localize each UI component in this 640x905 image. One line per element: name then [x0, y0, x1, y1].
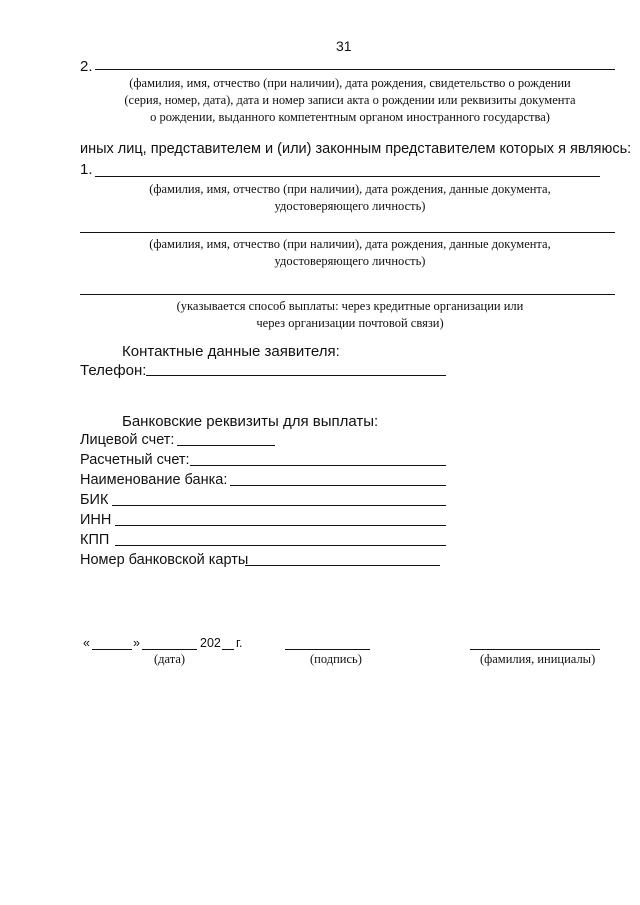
item1-caption-line: (фамилия, имя, отчество (при наличии), дата рождения, данные документа,	[149, 182, 551, 196]
item2-caption-line: (серия, номер, дата), дата и номер записи акта о рождении или реквизиты документа	[124, 93, 576, 107]
item1-input-line[interactable]	[95, 176, 600, 177]
card-number-label: Номер банковской карты	[80, 552, 249, 568]
item-next-caption-line: (фамилия, имя, отчество (при наличии), дата рождения, данные документа,	[149, 237, 551, 251]
card-number-input-line[interactable]	[245, 565, 440, 566]
bank-heading: Банковские реквизиты для выплаты:	[122, 413, 379, 430]
payment-method-caption-line: (указывается способ выплаты: через кредитные организации или	[176, 299, 524, 313]
date-quote-close: »	[133, 636, 140, 650]
date-day-input-line[interactable]	[92, 649, 132, 650]
kpp-label: КПП	[80, 532, 110, 548]
signature-caption: (подпись)	[310, 652, 362, 666]
date-caption: (дата)	[154, 652, 186, 666]
bik-input-line[interactable]	[112, 505, 446, 506]
item2-caption-line: (фамилия, имя, отчество (при наличии), дата рождения, свидетельство о рождении	[129, 76, 571, 90]
others-heading: иных лиц, представителем и (или) законным представителем которых я являюсь:	[80, 141, 632, 157]
phone-input-line[interactable]	[146, 375, 446, 376]
bik-label: БИК	[80, 492, 109, 508]
inn-label: ИНН	[80, 512, 112, 528]
item1-number: 1.	[80, 161, 93, 178]
name-initials-input-line[interactable]	[470, 649, 600, 650]
date-month-input-line[interactable]	[142, 649, 197, 650]
payment-method-caption-line: через организации почтовой связи)	[256, 316, 444, 330]
personal-account-input-line[interactable]	[177, 445, 275, 446]
contacts-heading: Контактные данные заявителя:	[122, 343, 340, 360]
settlement-account-label: Расчетный счет:	[80, 452, 190, 468]
settlement-account-input-line[interactable]	[190, 465, 446, 466]
date-year-suffix: г.	[236, 636, 243, 650]
item-next-caption	[80, 236, 620, 270]
item1-caption-line: удостоверяющего личность)	[274, 199, 426, 213]
item2-caption	[80, 75, 620, 126]
inn-input-line[interactable]	[115, 525, 446, 526]
item2-caption-line: о рождении, выданного компетентным органом иностранного государства)	[150, 110, 550, 124]
kpp-input-line[interactable]	[115, 545, 446, 546]
signature-input-line[interactable]	[285, 649, 370, 650]
page-number: 31	[336, 38, 352, 54]
personal-account-label: Лицевой счет:	[80, 432, 175, 448]
phone-label: Телефон:	[80, 362, 147, 379]
date-quote-open: «	[83, 636, 90, 650]
payment-method-caption	[80, 298, 620, 332]
bank-name-input-line[interactable]	[230, 485, 446, 486]
item-next-caption-line: удостоверяющего личность)	[274, 254, 426, 268]
date-year-input-line[interactable]	[222, 649, 234, 650]
item1-caption	[80, 181, 620, 215]
item2-number: 2.	[80, 58, 93, 75]
item2-input-line[interactable]	[95, 69, 615, 70]
date-year-prefix: 202	[200, 636, 221, 650]
bank-name-label: Наименование банка:	[80, 472, 228, 488]
item-next-input-line[interactable]	[80, 232, 615, 233]
name-initials-caption: (фамилия, инициалы)	[480, 652, 596, 666]
payment-method-input-line[interactable]	[80, 294, 615, 295]
